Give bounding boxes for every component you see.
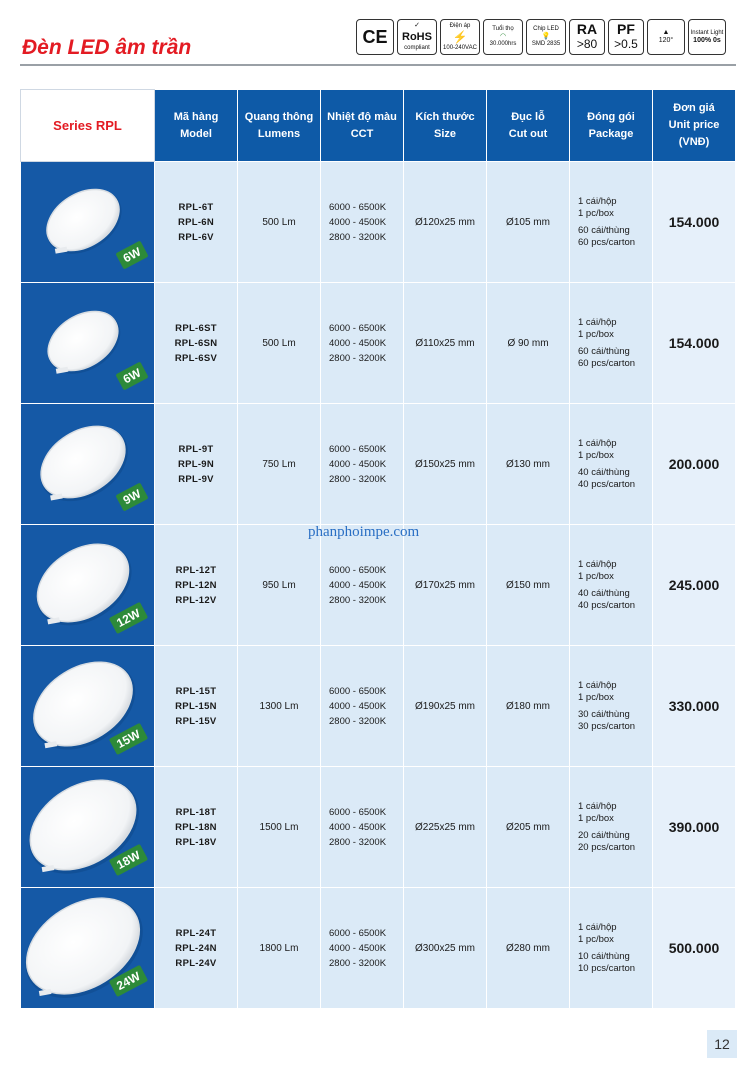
col-package: Đóng gói Package (570, 90, 653, 162)
product-table (20, 89, 736, 1009)
cct-cell: 6000 - 6500K 4000 - 4500K 2800 - 3200K (321, 162, 404, 283)
cct-cell: 6000 - 6500K 4000 - 4500K 2800 - 3200K (321, 525, 404, 646)
model-cell: RPL-12T RPL-12N RPL-12V (155, 525, 238, 646)
price-cell: 154.000 (653, 283, 736, 404)
col-cutout: Đục lỗ Cut out (487, 90, 570, 162)
package-cell: 1 cái/hộp 1 pc/box 60 cái/thùng 60 pcs/carton (570, 162, 653, 283)
lumens-cell: 950 Lm (238, 525, 321, 646)
cutout-cell: Ø180 mm (487, 646, 570, 767)
watermark: phanphoimpe.com (308, 524, 420, 540)
lumens-cell: 500 Lm (238, 283, 321, 404)
rohs-icon: ✓ RoHS compliant (397, 19, 437, 55)
size-cell: Ø300x25 mm (404, 888, 487, 1009)
voltage-icon: Điện áp ⚡ 100-240VAC (440, 19, 480, 55)
price-cell: 500.000 (653, 888, 736, 1009)
wattage-badge: 18W (109, 844, 148, 876)
pf-icon: PF >0.5 (608, 19, 644, 55)
table-row (21, 525, 736, 646)
product-image (21, 646, 155, 767)
lumens-cell: 500 Lm (238, 162, 321, 283)
lumens-cell: 1300 Lm (238, 646, 321, 767)
product-image (21, 888, 155, 1009)
led-panel-icon (21, 525, 154, 645)
size-cell: Ø120x25 mm (404, 162, 487, 283)
cutout-cell: Ø 90 mm (487, 283, 570, 404)
title-divider (20, 64, 736, 66)
cutout-cell: Ø130 mm (487, 404, 570, 525)
price-cell: 245.000 (653, 525, 736, 646)
led-panel-icon (21, 646, 154, 766)
lumens-cell: 750 Lm (238, 404, 321, 525)
cutout-cell: Ø150 mm (487, 525, 570, 646)
wattage-badge: 9W (115, 482, 148, 511)
package-cell: 1 cái/hộp 1 pc/box 10 cái/thùng 10 pcs/carton (570, 888, 653, 1009)
chip-led-icon: Chip LED 💡 SMD 2835 (526, 19, 566, 55)
col-model: Mã hàng Model (155, 90, 238, 162)
col-cct: Nhiệt độ màu CCT (321, 90, 404, 162)
ce-mark-icon: CE (356, 19, 394, 55)
model-cell: RPL-6T RPL-6N RPL-6V (155, 162, 238, 283)
product-image (21, 162, 155, 283)
package-cell: 1 cái/hộp 1 pc/box 30 cái/thùng 30 pcs/carton (570, 646, 653, 767)
lumens-cell: 1800 Lm (238, 888, 321, 1009)
price-cell: 200.000 (653, 404, 736, 525)
cct-cell: 6000 - 6500K 4000 - 4500K 2800 - 3200K (321, 283, 404, 404)
instant-light-icon: Instant Light 100% 0s (688, 19, 726, 55)
cutout-cell: Ø280 mm (487, 888, 570, 1009)
lifetime-icon: Tuổi thọ ◠ 30.000hrs (483, 19, 523, 55)
col-price: Đơn giá Unit price (VNĐ) (653, 90, 736, 162)
beam-angle-icon: ▲ 120° (647, 19, 685, 55)
led-panel-icon (21, 888, 154, 1008)
cct-cell: 6000 - 6500K 4000 - 4500K 2800 - 3200K (321, 888, 404, 1009)
table-row (21, 283, 736, 404)
table-row (21, 646, 736, 767)
cutout-cell: Ø105 mm (487, 162, 570, 283)
size-cell: Ø225x25 mm (404, 767, 487, 888)
table-row (21, 888, 736, 1009)
product-image (21, 525, 155, 646)
price-cell: 330.000 (653, 646, 736, 767)
table-row (21, 404, 736, 525)
table-row (21, 767, 736, 888)
model-cell: RPL-24T RPL-24N RPL-24V (155, 888, 238, 1009)
price-cell: 154.000 (653, 162, 736, 283)
cct-cell: 6000 - 6500K 4000 - 4500K 2800 - 3200K (321, 767, 404, 888)
product-image (21, 404, 155, 525)
wattage-badge: 12W (109, 602, 148, 634)
product-image (21, 767, 155, 888)
wattage-badge: 15W (109, 723, 148, 755)
model-cell: RPL-15T RPL-15N RPL-15V (155, 646, 238, 767)
col-lumens: Quang thông Lumens (238, 90, 321, 162)
certification-badges (356, 19, 726, 57)
package-cell: 1 cái/hộp 1 pc/box 60 cái/thùng 60 pcs/carton (570, 283, 653, 404)
page-title: Đèn LED âm trần (22, 36, 192, 59)
led-panel-icon (21, 767, 154, 887)
lumens-cell: 1500 Lm (238, 767, 321, 888)
package-cell: 1 cái/hộp 1 pc/box 40 cái/thùng 40 pcs/carton (570, 404, 653, 525)
wattage-badge: 24W (109, 965, 148, 997)
size-cell: Ø170x25 mm (404, 525, 487, 646)
model-cell: RPL-6ST RPL-6SN RPL-6SV (155, 283, 238, 404)
size-cell: Ø190x25 mm (404, 646, 487, 767)
page-number: 12 (707, 1030, 737, 1058)
package-cell: 1 cái/hộp 1 pc/box 20 cái/thùng 20 pcs/carton (570, 767, 653, 888)
size-cell: Ø150x25 mm (404, 404, 487, 525)
package-cell: 1 cái/hộp 1 pc/box 40 cái/thùng 40 pcs/carton (570, 525, 653, 646)
wattage-badge: 6W (115, 361, 148, 390)
cct-cell: 6000 - 6500K 4000 - 4500K 2800 - 3200K (321, 646, 404, 767)
wattage-badge: 6W (115, 240, 148, 269)
cutout-cell: Ø205 mm (487, 767, 570, 888)
col-size: Kích thước Size (404, 90, 487, 162)
model-cell: RPL-18T RPL-18N RPL-18V (155, 767, 238, 888)
series-label: Series RPL (21, 90, 155, 162)
model-cell: RPL-9T RPL-9N RPL-9V (155, 404, 238, 525)
cct-cell: 6000 - 6500K 4000 - 4500K 2800 - 3200K (321, 404, 404, 525)
ra-icon: RA >80 (569, 19, 605, 55)
product-image (21, 283, 155, 404)
table-header (21, 90, 736, 162)
price-cell: 390.000 (653, 767, 736, 888)
size-cell: Ø110x25 mm (404, 283, 487, 404)
table-row (21, 162, 736, 283)
